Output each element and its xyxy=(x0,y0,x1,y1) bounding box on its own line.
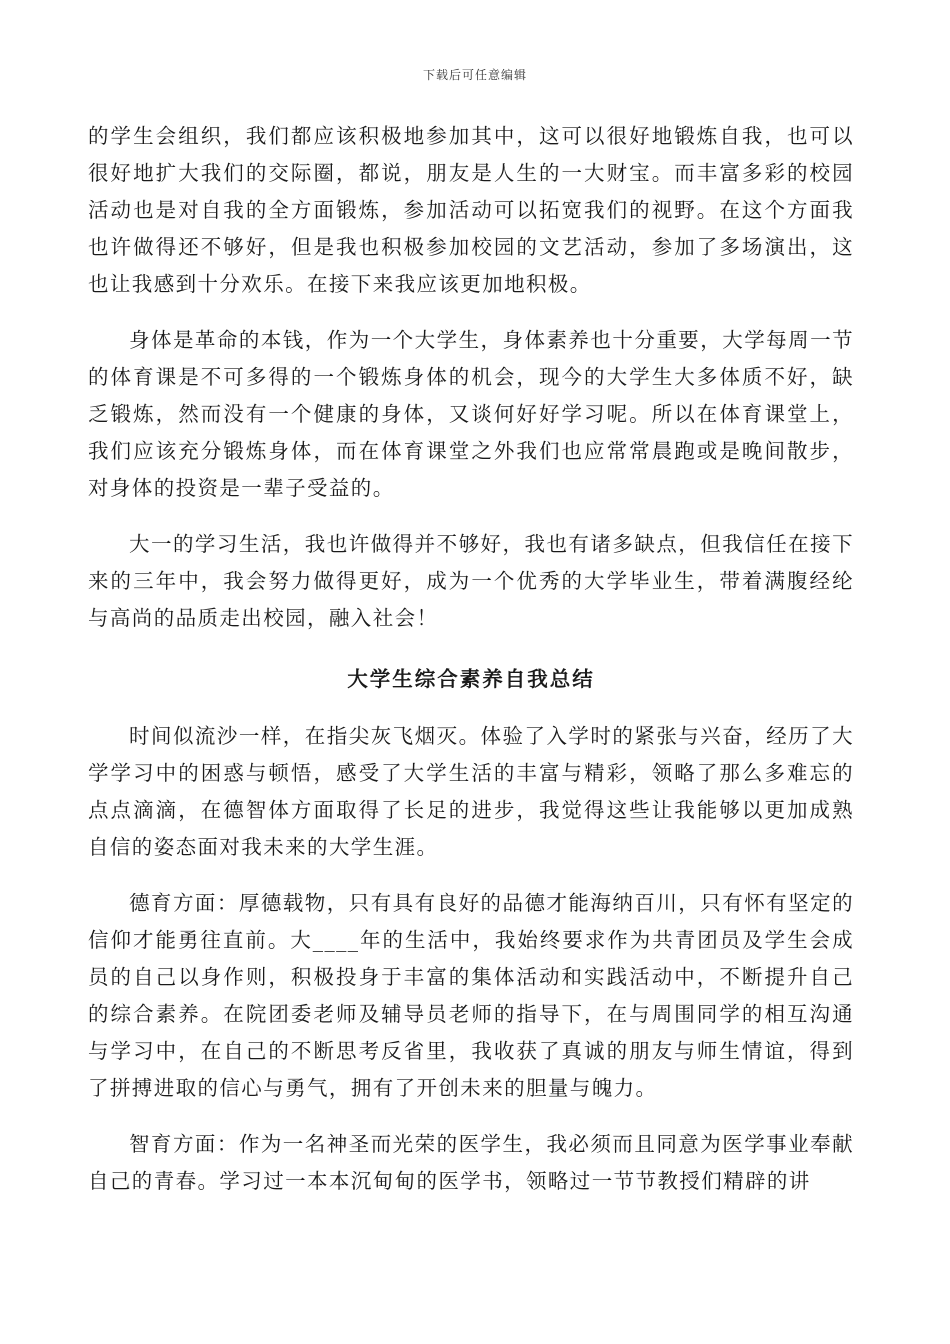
paragraph-physical-health: 身体是革命的本钱，作为一个大学生，身体素养也十分重要，大学每周一节的体育课是不可多得的一个锻炼身体的机会，现今的大学生大多体质不好，缺乏锻炼，然而没有一个健康的身体，又谈何好好学习呢。所以在体育课堂上，我们应该充分锻炼身体，而在体育课堂之外我们也应常常晨跑或是晚间散步，对身体的投资是一辈子受益的。 xyxy=(88,328,854,500)
paragraph-time-intro: 时间似流沙一样，在指尖灰飞烟灭。体验了入学时的紧张与兴奋，经历了大学学习中的困惑与顿悟，感受了大学生活的丰富与精彩，领略了那么多难忘的点点滴滴，在德智体方面取得了长足的进步，我觉得这些让我能够以更加成熟自信的姿态面对我未来的大学生涯。 xyxy=(88,724,854,859)
paragraph-moral-education: 德育方面：厚德载物，只有具有良好的品德才能海纳百川，只有怀有坚定的信仰才能勇往直前。大____年的生活中，我始终要求作为共青团员及学生会成员的自己以身作则，积极投身于丰富的集体活动和实践活动中，不断提升自己的综合素养。在院团委老师及辅导员老师的指导下，在与周围同学的相互沟通与学习中，在自己的不断思考反省里，我收获了真诚的朋友与师生情谊，得到了拼搏进取的信心与勇气，拥有了开创未来的胆量与魄力。 xyxy=(88,891,854,1100)
paragraph-intellectual-education: 智育方面：作为一名神圣而光荣的医学生，我必须而且同意为医学事业奉献自己的青春。学习过一本本沉甸甸的医学书，领略过一节节教授们精辟的讲 xyxy=(88,1132,854,1193)
paragraph-student-union: 的学生会组织，我们都应该积极地参加其中，这可以很好地锻炼自我，也可以很好地扩大我们的交际圈，都说，朋友是人生的一大财宝。而丰富多彩的校园活动也是对自我的全方面锻炼，参加活动可以拓宽我们的视野。在这个方面我也许做得还不够好，但是我也积极参加校园的文艺活动，参加了多场演出，这也让我感到十分欢乐。在接下来我应该更加地积极。 xyxy=(88,124,854,296)
section-title: 大学生综合素养自我总结 xyxy=(347,667,595,691)
page-header: 下载后可任意编辑 xyxy=(422,68,527,82)
document-body xyxy=(88,118,854,1200)
paragraph-freshman-reflection: 大一的学习生活，我也许做得并不够好，我也有诸多缺点，但我信任在接下来的三年中，我会努力做得更好，成为一个优秀的大学毕业生，带着满腹经纶与高尚的品质走出校园，融入社会！ xyxy=(88,532,854,630)
